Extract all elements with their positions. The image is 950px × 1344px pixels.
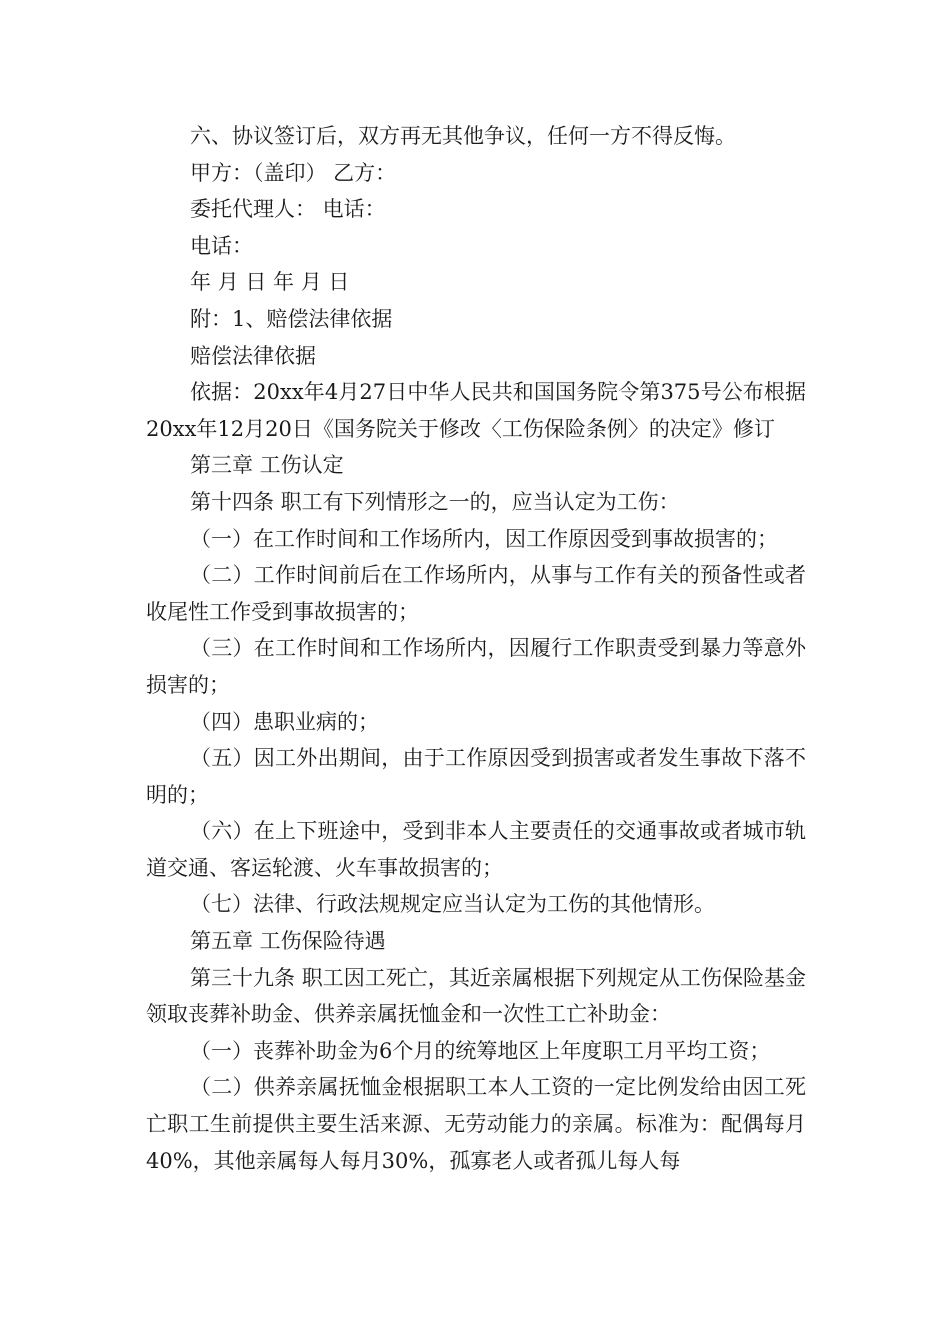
paragraph-article-39-item-1: （一）丧葬补助金为6个月的统筹地区上年度职工月平均工资； (190, 1038, 771, 1063)
paragraph-article-14: 第十四条 职工有下列情形之一的，应当认定为工伤： (190, 489, 680, 514)
paragraph-dates: 年 月 日 年 月 日 (190, 270, 350, 295)
paragraph-article-14-item-7: （七）法律、行政法规规定应当认定为工伤的其他情形。 (190, 892, 715, 917)
paragraph-article-14-item-4: （四）患职业病的； (190, 709, 379, 734)
paragraph-party-signatures: 甲方：（盖印） 乙方： (190, 160, 397, 185)
paragraph-legal-basis-title: 赔偿法律依据 (190, 343, 316, 368)
paragraph-attachment: 附：1、赔偿法律依据 (190, 306, 393, 331)
paragraph-chapter-5-heading: 第五章 工伤保险待遇 (190, 929, 386, 954)
paragraph-article-39: 第三十九条 职工因工死亡，其近亲属根据下列规定从工伤保险基金领取丧葬补助金、供养亲属抚恤金和一次性工亡补助金： (146, 965, 806, 1027)
paragraph-agent-phone: 委托代理人： 电话： (190, 197, 386, 222)
paragraph-article-14-item-3: （三）在工作时间和工作场所内，因履行工作职责受到暴力等意外损害的； (146, 636, 806, 697)
paragraph-agreement-clause-6: 六、协议签订后，双方再无其他争议，任何一方不得反悔。 (190, 124, 736, 148)
paragraph-chapter-3-heading: 第三章 工伤认定 (190, 453, 344, 478)
paragraph-article-39-item-2: （二）供养亲属抚恤金根据职工本人工资的一定比例发给由因工死亡职工生前提供主要生活来源、无劳动能力的亲属。标准为：配偶每月40%，其他亲属每人每月30%，孤寡老人或者孤儿每人每 (146, 1075, 806, 1173)
paragraph-article-14-item-1: （一）在工作时间和工作场所内，因工作原因受到事故损害的； (190, 526, 778, 551)
paragraph-legal-basis-source: 依据：20xx年4月27日中华人民共和国国务院令第375号公布根据20xx年12月20日《国务院关于修改〈工伤保险条例〉的决定》修订 (146, 380, 806, 441)
paragraph-article-14-item-5: （五）因工外出期间，由于工作原因受到损害或者发生事故下落不明的； (146, 746, 806, 807)
paragraph-article-14-item-6: （六）在上下班途中，受到非本人主要责任的交通事故或者城市轨道交通、客运轮渡、火车事故损害的； (146, 819, 806, 880)
document-page (146, 118, 806, 1179)
paragraph-article-14-item-2: （二）工作时间前后在工作场所内，从事与工作有关的预备性或者收尾性工作受到事故损害的； (146, 563, 806, 624)
paragraph-phone: 电话： (190, 233, 253, 258)
